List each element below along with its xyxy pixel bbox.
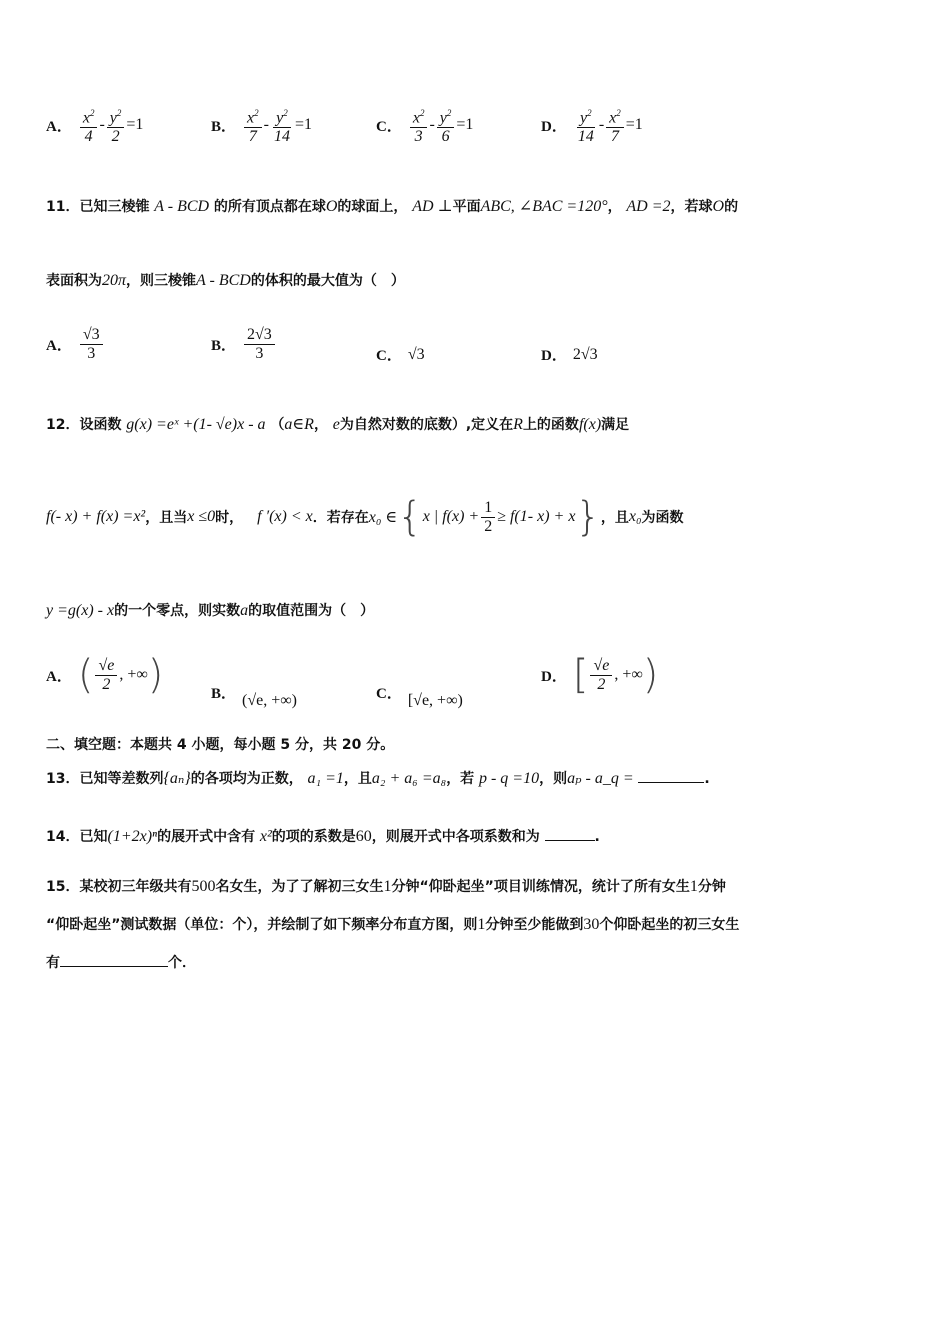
q12-line-2: f(- x) + f(x) =x² ，且当 x ≤0 时， f ′(x) < x ．若存在 x₀ ∈ { x | f(x) + $\frac{1}{2}$ ≥ f(1- x) + x } ，且 x₀ 为函数 — [46, 494, 684, 540]
option-label: C． — [376, 118, 402, 135]
q10-option-c: C． $\frac{x^2}{3}$ - $\frac{y^2}{6}$ =1 — [376, 104, 473, 146]
question-number: 14． — [46, 829, 80, 845]
q12-line-3: y =g(x) - x的一个零点，则实数a的取值范围为（ ） — [46, 602, 375, 619]
q10-option-d: D． $\frac{y^2}{14}$ - $\frac{x^2}{7}$ =1 — [541, 104, 643, 146]
option-label: D． — [541, 118, 567, 135]
q10-option-a: A． $\frac{x^2}{4}$ - $\frac{y^2}{2}$ =1 — [46, 104, 143, 146]
section-heading: 二、填空题：本题共 4 小题，每小题 5 分，共 20 分。 — [46, 737, 395, 753]
question-number: 11． — [46, 199, 80, 215]
answer-blank[interactable] — [638, 782, 704, 783]
answer-blank[interactable] — [60, 966, 168, 967]
q11-line-1: 11．已知三棱锥 A - BCD 的所有顶点都在球O的球面上， AD ⊥平面ABC, ∠BAC =120°， AD =2，若球O的 — [46, 198, 739, 215]
q13-line: 13．已知等差数列{aₙ}的各项均为正数， a₁ =1，且a₂ + a₆ =a₈，若 p - q =10，则aₚ - a_q = . — [46, 770, 710, 787]
q12-line-1: 12．设函数 g(x) =eˣ +(1- √e)x - a （a∈R， e为自然对数的底数）,定义在R上的函数f(x)满足 — [46, 416, 630, 433]
q15-line-1: 15．某校初三年级共有500名女生，为了了解初三女生1分钟“仰卧起坐”项目训练情况，统计了所有女生1分钟 — [46, 878, 726, 895]
q11-option-c: C． √3 — [376, 345, 425, 364]
q12-option-c: C． [√e, +∞) — [376, 685, 463, 709]
q11-option-b: B． $\frac{2√3}{3}$ — [211, 326, 277, 363]
answer-blank[interactable] — [545, 840, 595, 841]
q15-line-2: “仰卧起坐”测试数据（单位：个），并绘制了如下频率分布直方图，则1分钟至少能做到30个仰卧起坐的初三女生 — [46, 916, 740, 933]
question-number: 12． — [46, 417, 80, 433]
question-number: 15． — [46, 879, 80, 895]
q11-option-d: D． 2√3 — [541, 345, 598, 364]
q14-line: 14．已知(1+2x)ⁿ的展开式中含有 x²的项的系数是60，则展开式中各项系数和为 . — [46, 828, 600, 845]
option-label: A． — [46, 118, 72, 135]
option-label: B． — [211, 118, 237, 135]
q11-line-2: 表面积为20π，则三棱锥A - BCD的体积的最大值为（ ） — [46, 272, 405, 289]
q11-option-a: A． $\frac{√3}{3}$ — [46, 326, 105, 363]
question-number: 13． — [46, 771, 80, 787]
q15-line-3: 有 个． — [46, 955, 196, 971]
q12-option-a: A． ( $\frac{√e}{2}$ , +∞ ) — [46, 652, 164, 698]
q10-option-b: B． $\frac{x^2}{7}$ - $\frac{y^2}{14}$ =1 — [211, 104, 312, 146]
q12-option-b: B． (√e, +∞) — [211, 685, 297, 709]
q12-option-d: D． [ $\frac{√e}{2}$ , +∞ ) — [541, 652, 659, 698]
